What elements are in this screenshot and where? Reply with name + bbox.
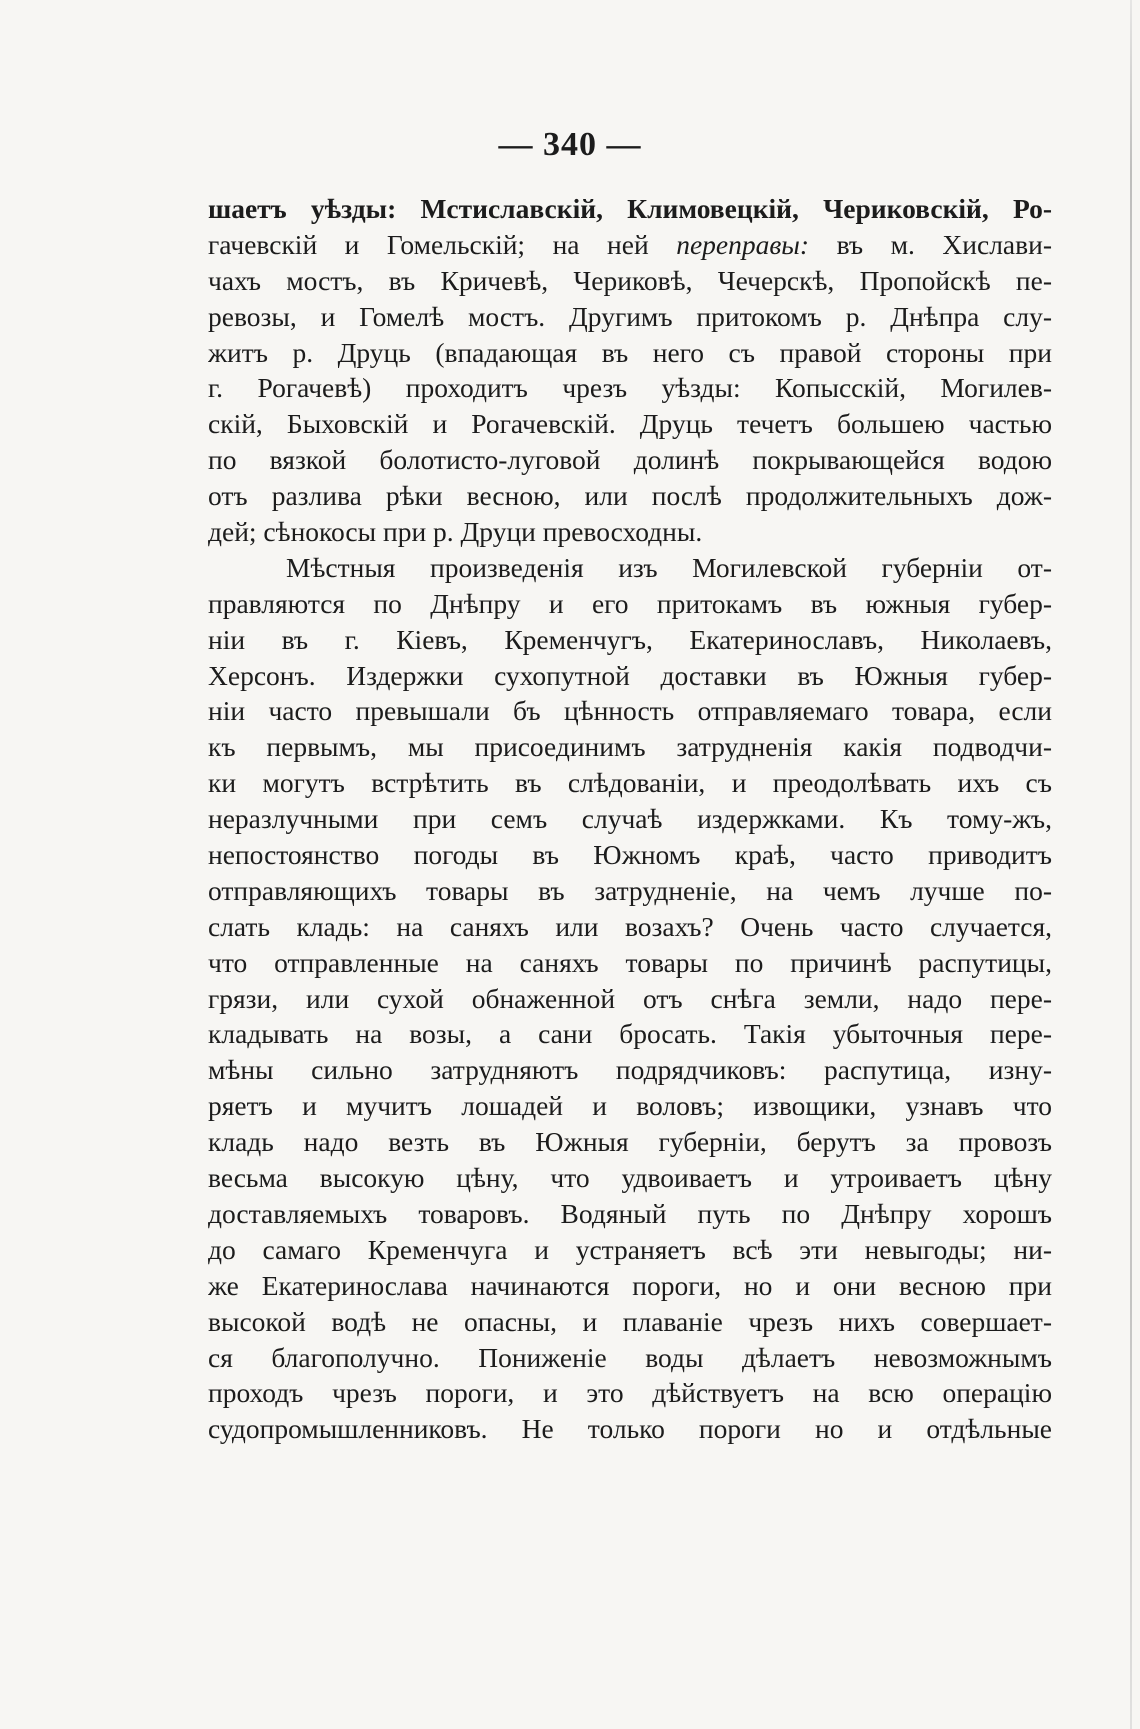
text-segment: проходъ чрезъ пороги, и это дѣйствуетъ на всю операцію bbox=[208, 1377, 1052, 1409]
body-text bbox=[208, 191, 1052, 1447]
text-line bbox=[208, 191, 1052, 227]
text-line bbox=[208, 945, 1052, 981]
text-line bbox=[208, 478, 1052, 514]
text-line bbox=[208, 1052, 1052, 1088]
text-line bbox=[208, 765, 1052, 801]
text-line bbox=[208, 586, 1052, 622]
text-line bbox=[208, 1016, 1052, 1052]
text-segment: ніи часто превышали бъ цѣнность отправляемаго товара, если bbox=[208, 695, 1052, 727]
text-segment: весьма высокую цѣну, что удвоиваетъ и утроиваетъ цѣну bbox=[208, 1162, 1052, 1194]
text-segment: мѣны сильно затрудняютъ подрядчиковъ: распутица, изну- bbox=[208, 1054, 1052, 1086]
text-line bbox=[208, 406, 1052, 442]
text-segment: кладывать на возы, а сани бросать. Такія убыточныя пере- bbox=[208, 1018, 1052, 1050]
text-segment: житъ р. Друць (впадающая въ него съ правой стороны при bbox=[208, 336, 1052, 368]
text-line bbox=[208, 622, 1052, 658]
text-segment: шаетъ уѣзды: Мстиславскій, Климовецкій, Чериковскій, Ро- bbox=[208, 193, 1052, 224]
text-segment: отъ разлива рѣки весною, или послѣ продолжительныхъ дож- bbox=[208, 480, 1052, 512]
text-line bbox=[208, 1088, 1052, 1124]
text-segment: правляются по Днѣпру и его притокамъ въ южныя губер- bbox=[208, 587, 1052, 619]
page-edge-shadow bbox=[1130, 0, 1132, 1729]
text-line bbox=[208, 1375, 1052, 1411]
text-line bbox=[208, 1160, 1052, 1196]
text-line bbox=[208, 442, 1052, 478]
text-line bbox=[208, 1232, 1052, 1268]
text-segment: слать кладь: на саняхъ или возахъ? Очень часто случается, bbox=[208, 910, 1052, 942]
text-line bbox=[208, 227, 1052, 263]
text-line bbox=[208, 729, 1052, 765]
text-line bbox=[208, 1268, 1052, 1304]
text-segment: что отправленные на саняхъ товары по причинѣ распутицы, bbox=[208, 946, 1052, 978]
text-segment: чахъ мостъ, въ Кричевѣ, Чериковѣ, Чечерскѣ, Пропойскѣ пе- bbox=[208, 264, 1052, 296]
text-line bbox=[208, 514, 1052, 550]
text-segment: судопромышленниковъ. Не только пороги но и отдѣльные bbox=[208, 1413, 1052, 1445]
text-segment: ряетъ и мучитъ лошадей и воловъ; извощики, узнавъ что bbox=[208, 1090, 1052, 1122]
text-line bbox=[208, 909, 1052, 945]
text-segment: непостоянство погоды въ Южномъ краѣ, часто приводитъ bbox=[208, 839, 1052, 871]
page-number: — 340 — bbox=[498, 126, 642, 163]
text-line bbox=[208, 981, 1052, 1017]
text-segment: переправы: bbox=[676, 228, 810, 260]
text-segment: неразлучными при семъ случаѣ издержками. Къ тому-жъ, bbox=[208, 803, 1052, 835]
text-line bbox=[208, 263, 1052, 299]
text-line bbox=[208, 801, 1052, 837]
text-segment: ніи въ г. Кіевъ, Кременчугъ, Екатеринославъ, Николаевъ, bbox=[208, 623, 1052, 655]
text-line bbox=[208, 837, 1052, 873]
text-segment: къ первымъ, мы присоединимъ затрудненія какія подводчи- bbox=[208, 731, 1052, 763]
text-segment: ки могутъ встрѣтить въ слѣдованіи, и преодолѣвать ихъ съ bbox=[208, 767, 1052, 799]
text-segment: ревозы, и Гомелѣ мостъ. Другимъ притокомъ р. Днѣпра слу- bbox=[208, 300, 1052, 332]
text-line bbox=[208, 1340, 1052, 1376]
text-segment: Херсонъ. Издержки сухопутной доставки въ Южныя губер- bbox=[208, 659, 1052, 691]
text-segment: до самаго Кременчуга и устраняетъ всѣ эти невыгоды; ни- bbox=[208, 1233, 1052, 1265]
text-segment: высокой водѣ не опасны, и плаваніе чрезъ нихъ совершает- bbox=[208, 1305, 1052, 1337]
text-segment: ся благополучно. Пониженіе воды дѣлаетъ невозможнымъ bbox=[208, 1341, 1052, 1373]
text-segment: скій, Быховскій и Рогачевскій. Друць течетъ большею частью bbox=[208, 408, 1052, 440]
text-segment: же Екатеринослава начинаются пороги, но и они весною при bbox=[208, 1269, 1052, 1301]
text-line bbox=[208, 335, 1052, 371]
text-line bbox=[208, 1304, 1052, 1340]
text-segment: отправляющихъ товары въ затрудненіе, на чемъ лучше по- bbox=[208, 874, 1052, 906]
text-line bbox=[208, 873, 1052, 909]
text-segment: дей; сѣнокосы при р. Друци превосходны. bbox=[208, 516, 703, 548]
text-line bbox=[208, 370, 1052, 406]
text-segment: Мѣстныя произведенія изъ Могилевской губерніи от- bbox=[286, 551, 1052, 583]
text-segment: кладь надо везть въ Южныя губерніи, берутъ за провозъ bbox=[208, 1126, 1052, 1158]
text-segment: гачевскій и Гомельскій; на ней bbox=[208, 228, 677, 260]
text-segment: г. Рогачевѣ) проходитъ чрезъ уѣзды: Копысскій, Могилев- bbox=[208, 372, 1052, 404]
text-segment: грязи, или сухой обнаженной отъ снѣга земли, надо пере- bbox=[208, 982, 1052, 1014]
text-line bbox=[208, 658, 1052, 694]
text-line bbox=[208, 550, 1052, 586]
text-line bbox=[208, 299, 1052, 335]
text-line bbox=[208, 1411, 1052, 1447]
text-segment: въ м. Хислави- bbox=[809, 228, 1052, 260]
text-line bbox=[208, 1124, 1052, 1160]
text-segment: доставляемыхъ товаровъ. Водяный путь по Днѣпру хорошъ bbox=[208, 1197, 1052, 1229]
text-line bbox=[208, 693, 1052, 729]
text-line bbox=[208, 1196, 1052, 1232]
text-segment: по вязкой болотисто-луговой долинѣ покрывающейся водою bbox=[208, 444, 1052, 476]
